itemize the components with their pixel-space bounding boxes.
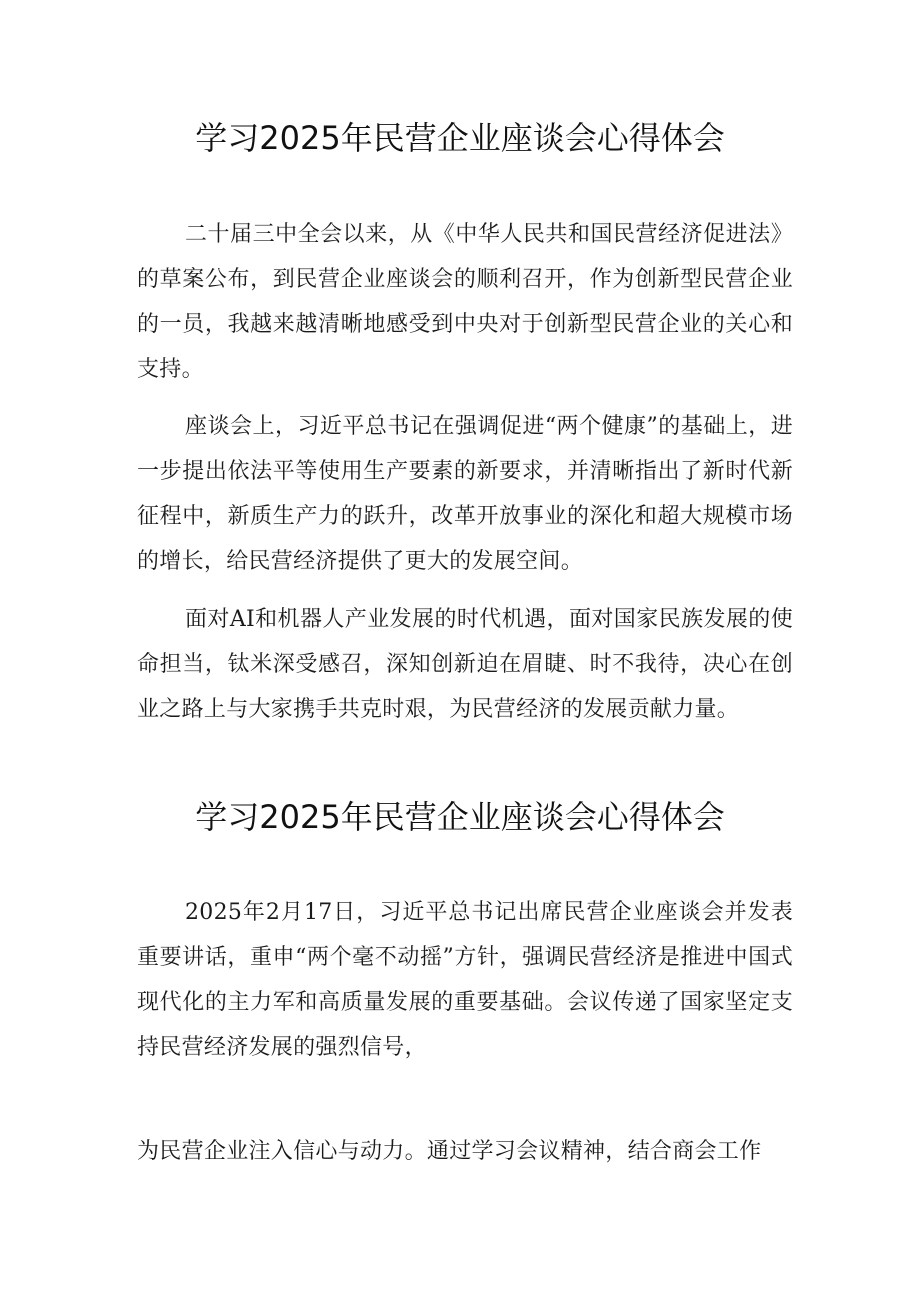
paragraph: 为民营企业注入信心与动力。通过学习会议精神，结合商会工作 [137,1139,762,1164]
document-title: 学习2025年民营企业座谈会心得体会 [195,119,725,157]
paragraph: 二十届三中全会以来，从《中华人民共和国民营经济促进法》的草案公布，到民营企业座谈会的顺利召开，作为创新型民营企业的一员，我越来越清晰地感受到中央对于创新型民营企业的关心和支持。 [137,222,793,382]
paragraph: 2025年2月17日，习近平总书记出席民营企业座谈会并发表重要讲话，重申“两个毫不动摇”方针，强调民营经济是推进中国式现代化的主力军和高质量发展的重要基础。会议传递了国家坚定支持民营经济发展的强烈信号， [137,900,793,1060]
document-title: 学习2025年民营企业座谈会心得体会 [195,798,725,836]
paragraph: 座谈会上，习近平总书记在强调促进“两个健康”的基础上，进一步提出依法平等使用生产要素的新要求，并清晰指出了新时代新征程中，新质生产力的跃升，改革开放事业的深化和超大规模市场的增长，给民营经济提供了更大的发展空间。 [137,414,793,574]
paragraph: 面对AI和机器人产业发展的时代机遇，面对国家民族发展的使命担当，钛米深受感召，深知创新迫在眉睫、时不我待，决心在创业之路上与大家携手共克时艰，为民营经济的发展贡献力量。 [137,607,793,722]
